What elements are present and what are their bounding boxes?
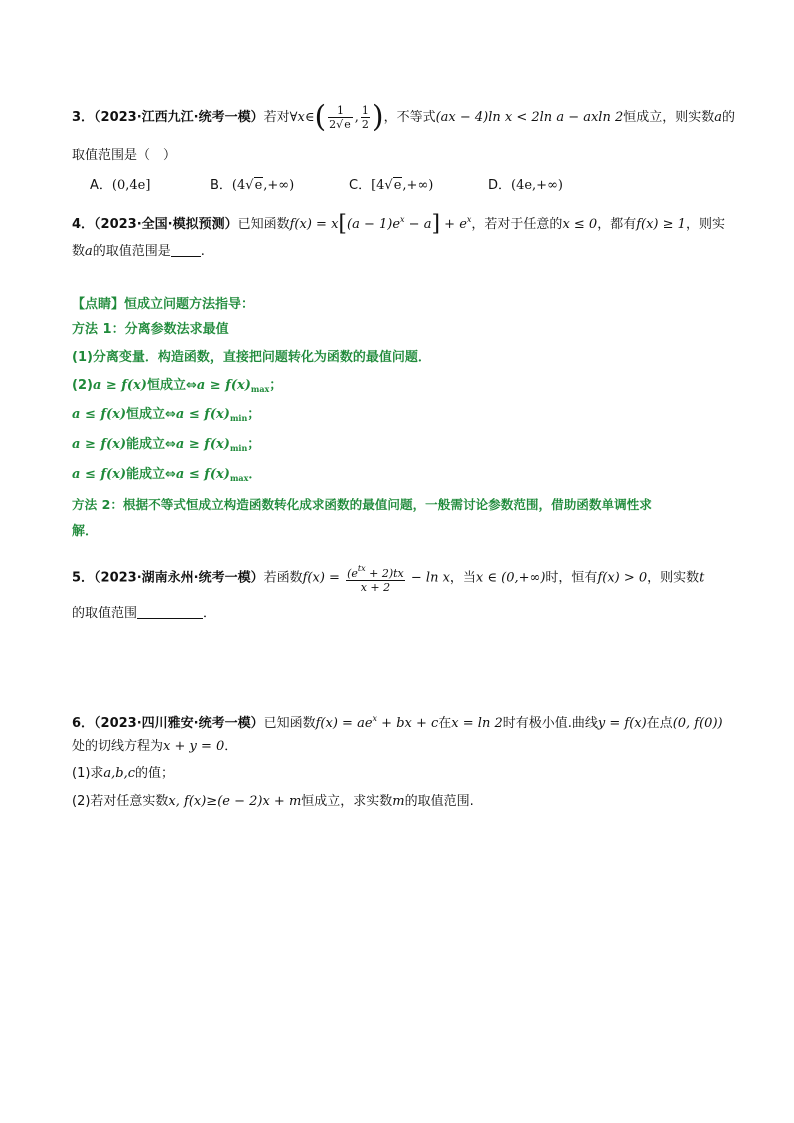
tips-row-4: a ≤ f(x)能成立⇔a ≤ $f(x)_{max}$． bbox=[72, 467, 262, 483]
q4-source: （2023·全国·模拟预测） bbox=[94, 217, 238, 232]
q3-inequality: (ax − 4)ln x < 2ln a − axln 2 bbox=[435, 110, 624, 125]
tips-method-2-cont: 解． bbox=[72, 524, 99, 539]
q6-source: （2023·四川雅安·统考一模） bbox=[94, 716, 264, 731]
q5-source: （2023·湖南永州·统考一模） bbox=[94, 570, 264, 586]
q6-part-2: (2)若对任意实数x, f(x)≥(e − 2)x + m恒成立，求实数m的取值范围. bbox=[72, 794, 474, 809]
q5-answer-blank[interactable] bbox=[137, 604, 203, 619]
q6-number: 6． bbox=[72, 716, 95, 731]
q4-line-1: 4．（2023·全国·模拟预测）已知函数$f(x) = x[(a - 1)e^x - a] + e^x$，若对于任意的x ≤ 0，都有f(x) ≥ 1，则实 bbox=[72, 211, 725, 237]
q3-fraction-1: $\frac{1}{2√e}$ bbox=[329, 104, 351, 131]
q4-answer-blank[interactable] bbox=[171, 242, 201, 257]
q3-line-2: 取值范围是（ ） bbox=[72, 148, 177, 163]
q3-line-1: 3．（2023·江西九江·统考一模）若对∀x∈( $\frac{1}{2√e}$ , $\frac{1}{2}$ )，不等式(ax − 4)ln x < 2ln a − axln 2恒成立，则实数a的 bbox=[72, 99, 736, 135]
tips-row-3: a ≥ f(x)能成立⇔a ≥ $f(x)_{min}$； bbox=[72, 437, 261, 453]
tips-method-1: 方法 1：分离参数法求最值 bbox=[72, 322, 229, 337]
q3-option-b[interactable]: B．(4√e,+∞) bbox=[210, 178, 295, 193]
tips-title: 【点睛】恒成立问题方法指导： bbox=[72, 297, 255, 312]
q4-number: 4． bbox=[72, 217, 95, 232]
tips-point-1: (1)分离变量．构造函数，直接把问题转化为函数的最值问题． bbox=[72, 350, 431, 365]
q4-line-2: 数a的取值范围是 . bbox=[72, 244, 205, 259]
q3-option-c[interactable]: C．[4√e,+∞) bbox=[349, 178, 434, 193]
q3-number: 3． bbox=[72, 110, 95, 125]
q3-option-d[interactable]: D．(4e,+∞) bbox=[488, 178, 563, 193]
q5-number: 5． bbox=[72, 570, 95, 586]
q6-line-2: 处的切线方程为x + y = 0． bbox=[72, 739, 238, 754]
q3-fraction-2: $\frac{1}{2}$ bbox=[361, 104, 369, 131]
q3-options bbox=[90, 176, 730, 196]
q3-source: （2023·江西九江·统考一模） bbox=[94, 110, 264, 125]
q6-line-1: 6．（2023·四川雅安·统考一模）已知函数$f(x) = ae^x$ + bx + c在x = ln 2时有极小值.曲线y = f(x)在点(0, f(0)) bbox=[72, 714, 723, 731]
q5-line-1: 5．（2023·湖南永州·统考一模）若函数f(x) = $\frac{(e^{tx} + 2)tx}{x + 2}$ − ln x，当x ∈ (0,+∞)时，恒有f(x) > 0，则实数t bbox=[72, 564, 705, 594]
tips-method-2: 方法 2：根据不等式恒成立构造函数转化成求函数的最值问题，一般需讨论参数范围，借助函数单调性求 bbox=[72, 497, 652, 512]
q5-fraction: $\frac{(e^{tx} + 2)tx}{x + 2}$ bbox=[347, 564, 404, 594]
q5-line-2: 的取值范围 ． bbox=[72, 606, 217, 621]
tips-row-1: (2)a ≥ f(x)恒成立⇔a ≥ $f(x)_{max}$； bbox=[72, 378, 283, 394]
tips-row-2: a ≤ f(x)恒成立⇔a ≤ $f(x)_{min}$； bbox=[72, 407, 261, 423]
q6-part-1: (1)求a,b,c的值； bbox=[72, 766, 175, 781]
q3-option-a[interactable]: A．(0,4e] bbox=[90, 178, 151, 193]
